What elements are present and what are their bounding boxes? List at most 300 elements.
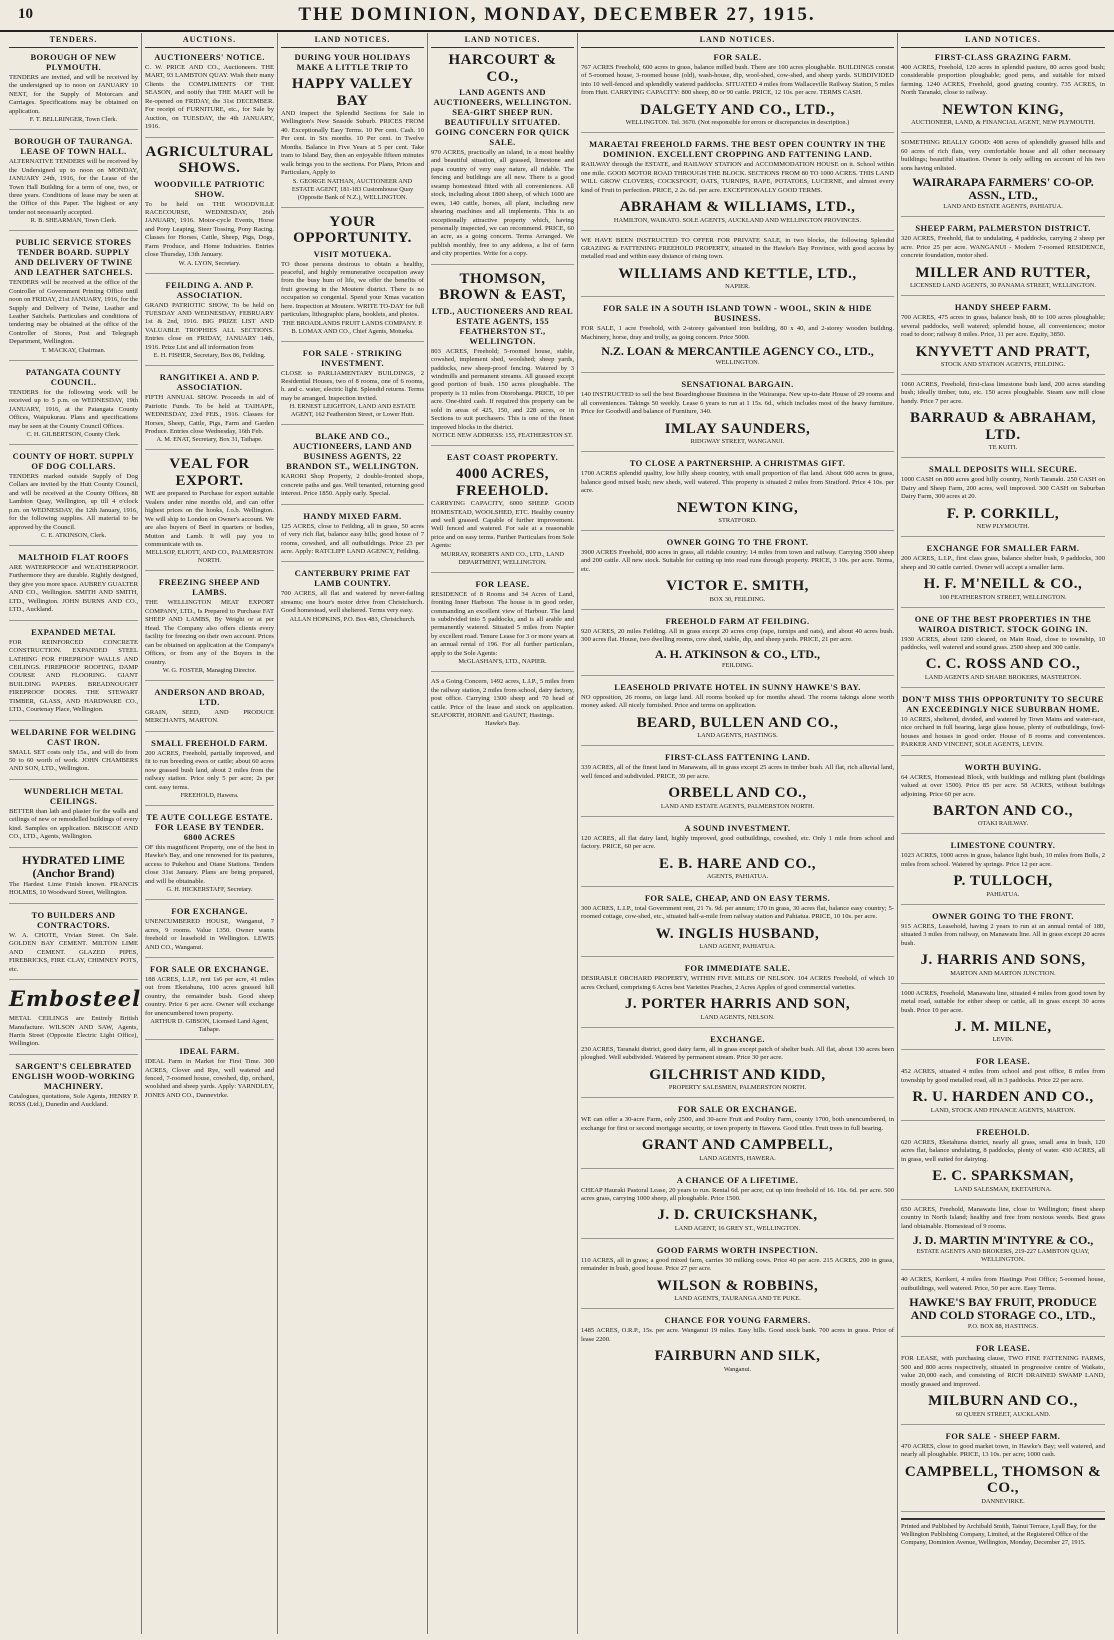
- advertisement: [9, 854, 138, 904]
- ad-headline: SMALL FREEHOLD FARM.: [151, 737, 268, 748]
- ad-signature: PROPERTY SALESMEN, PALMERSTON NORTH.: [668, 1084, 807, 1092]
- masthead: [0, 0, 1114, 32]
- ad-body-text: CHEAP Hauraki Pastoral Lease, 20 years to run. Rental 6d. per acre; cut up into freehold of 16. 16s. 6d. per acre. 500 acres grass, carrying 1000 sheep, all ploughable. Price 1500.: [581, 1186, 894, 1202]
- ad-headline: LEASEHOLD PRIVATE HOTEL IN SUNNY HAWKE'S BAY.: [614, 681, 861, 692]
- ad-signature: E. H. FISHER, Secretary, Box 86, Feilding.: [153, 352, 266, 360]
- ad-agent-name: NEWTON KING,: [942, 101, 1064, 118]
- ad-body-text: 470 ACRES, close to good market town, in Hawke's Bay; well watered, and nearly all ploughable. PRICE, 13 10s. per acre; 1000 cash.: [901, 1442, 1105, 1459]
- advertisement: [581, 1104, 894, 1168]
- ad-agent-name: P. TULLOCH,: [953, 873, 1053, 890]
- ad-signature: THE BROADLANDS FRUIT LANDS COMPANY. P. B. LOMAX AND CO., Chief Agents, Motueka.: [282, 319, 423, 335]
- ad-headline: CHANCE FOR YOUNG FARMERS.: [664, 1315, 811, 1326]
- ad-signature: LAND AGENTS, TAURANGA AND TE PUKE.: [674, 1295, 801, 1303]
- column-grid: [6, 33, 1108, 1634]
- advertisement: [9, 627, 138, 721]
- advertisement: [145, 577, 274, 681]
- advertisement: [145, 372, 274, 450]
- ad-body-text: 1023 ACRES, 1000 acres in grass, balance light bush, 10 miles from Bulls, 2 miles from school. Watered by springs. Price 12 per acre.: [901, 852, 1105, 868]
- advertisement: [901, 1276, 1105, 1337]
- advertisement: [901, 543, 1105, 607]
- ad-body-text: 125 ACRES, close to Feilding, all in grass, 50 acres of very rich flat, balance easy hills; good house of 7 rooms, cowshed, and all outbuildings. Price 23 per acre. Apply: RATCLIFF LAND AGENCY, Feilding.: [281, 522, 424, 555]
- column-1: [6, 33, 142, 1634]
- ad-headline: BOROUGH OF NEW PLYMOUTH.: [30, 52, 117, 72]
- ad-headline: FIRST-CLASS FATTENING LAND.: [664, 752, 811, 763]
- ad-display-heading: HAPPY VALLEY BAY: [291, 76, 414, 109]
- ad-agent-name: KNYVETT AND PRATT,: [915, 343, 1091, 360]
- ad-headline: GOOD FARMS WORTH INSPECTION.: [656, 1244, 819, 1255]
- ad-display-heading: Embosteel: [9, 986, 142, 1012]
- ad-agent-name: NEWTON KING,: [676, 499, 799, 516]
- advertisement: [901, 1518, 1105, 1553]
- ad-headline: FOR IMMEDIATE SALE.: [684, 963, 791, 974]
- ad-agent-name: ABRAHAM & WILLIAMS, LTD.,: [619, 199, 856, 215]
- ad-body-text: 700 ACRES, all flat and watered by never-failing streams; one hour's motor drive from Christchurch. Good homestead, well sheltered. Terms very easy.: [281, 590, 424, 615]
- advertisement: [281, 431, 424, 504]
- ad-headline: FEILDING A. AND P. ASSOCIATION.: [165, 279, 254, 300]
- ad-headline: A SOUND INVESTMENT.: [684, 822, 791, 833]
- advertisement: [281, 511, 424, 563]
- ad-signature: W. A. LYON, Secretary.: [178, 259, 241, 267]
- ad-body-text: 452 ACRES, situated 4 miles from school and post office, 8 miles from township by good metalled road, all in 3 paddocks. Price 22 per acre.: [901, 1068, 1105, 1084]
- column-5: [578, 33, 898, 1634]
- ad-headline: FREEHOLD.: [976, 1126, 1030, 1137]
- ad-signature: LEVIN.: [992, 1036, 1014, 1044]
- advertisement: [581, 458, 894, 531]
- ad-headline: FOR LEASE.: [975, 1056, 1031, 1067]
- ad-body-text: 1000 ACRES, Freehold, Manawatu line, situated 4 miles from good town by metal road, suitable for either sheep or cattle, all in grass except 30 acres bush. Price 10 per acre.: [901, 989, 1105, 1014]
- advertisement: [431, 452, 574, 573]
- ad-display-heading: AGRICULTURAL SHOWS.: [145, 143, 274, 176]
- ad-headline: FOR SALE IN A SOUTH ISLAND TOWN - WOOL, SKIN & HIDE BUSINESS.: [603, 303, 872, 324]
- advertisement: [431, 52, 574, 265]
- ad-agent-name: WILSON & ROBBINS,: [656, 1277, 819, 1294]
- column-header: AUCTIONS.: [145, 33, 274, 48]
- ad-signature: P.O. BOX 88, HASTINGS.: [967, 1323, 1039, 1331]
- ad-agent-name: WILLIAMS AND KETTLE, LTD.,: [618, 265, 857, 282]
- advertisement: [901, 614, 1105, 688]
- ad-body-text: AND inspect the Splendid Sections for Sale in Wellington's New Seaside Suburb. PRICES FROM 40. Exceptionally Easy Terms. 10 Per cent. Cash. 10 Per cent. in Six months. 10 Per cent. in Twelve Months. Balance in Five Years at 5 per cent. Take tram to Island Bay, then an enjoyable fifteen minutes walk brings you to the sections. For Plans, Prices and Particulars, Apply to: [281, 110, 424, 177]
- ad-signature: FREEHOLD, Hawera.: [180, 792, 239, 799]
- ad-signature: LAND SALESMAN, EKETAHUNA.: [954, 1185, 1052, 1193]
- advertisement: [581, 139, 894, 230]
- ad-headline: LIMESTONE COUNTRY.: [950, 840, 1056, 851]
- column-header: LAND NOTICES.: [581, 33, 894, 48]
- ad-body-text: ARE WATERPROOF and WEATHERPROOF. Furthermore they are durable. Rightly designed, they give you more space. AUBREY GUALTER AND CO., Wellington. SMITH AND SMITH, LTD., Wellington. JOHN BURNS AND CO., LTD., Auckland.: [9, 564, 138, 614]
- ad-body-text: 915 ACRES, Leasehold, having 2 years to run at an annual rental of 180, situated 3 miles from railway, on Manawatu line. All in grass except 20 acres bush.: [901, 922, 1105, 947]
- ad-signature: 60 QUEEN STREET, AUCKLAND.: [955, 1410, 1051, 1418]
- advertisement: [901, 1056, 1105, 1120]
- ad-headline: EXPANDED METAL: [31, 626, 116, 637]
- ad-signature: TE KUITI.: [988, 444, 1018, 452]
- ad-headline: TO CLOSE A PARTNERSHIP. A CHRISTMAS GIFT.: [629, 458, 846, 469]
- ad-headline: FIRST-CLASS GRAZING FARM.: [934, 52, 1072, 62]
- ad-signature: RIDGWAY STREET, WANGANUI.: [690, 438, 785, 446]
- ad-body-text: WE can offer a 30-acre Farm, only 2500, and 30-acre Fruit and Poultry Farm, county 1700, both unencumbered, in exchange for first or second mortgage security, or town property in Hawera. Good titles. Fruit trees in full bearing.: [581, 1116, 894, 1132]
- ad-agent-name: GRANT AND CAMPBELL,: [641, 1137, 834, 1153]
- ad-headline: WOODVILLE PATRIOTIC SHOW.: [154, 178, 265, 199]
- ad-body-text: 3900 ACRES Freehold, 800 acres in grass, all ridable country; 14 miles from town and railway. Carrying 3500 sheep and 200 cattle. All new stock. Suitable for cutting up into road runs through property. PRICE, 3 10s. per acre. Terms, etc.: [581, 549, 894, 573]
- ad-headline: SARGENT'S CELEBRATED ENGLISH WOOD-WORKING MACHINERY.: [11, 1060, 136, 1091]
- advertisement: [581, 616, 894, 676]
- column-4: [428, 33, 578, 1634]
- advertisement: [581, 52, 894, 133]
- ad-signature: WELLINGTON. Tel. 3670. (Not responsible for errors or discrepancies in description.): [625, 119, 850, 127]
- ad-body-text: C. W. PRICE AND CO., Auctioneers. THE MART, 93 LAMBTON QUAY. Wish their many Clients the COMPLIMENTS OF THE SEASON, and notify that THE MART will be Re-opened on FRIDAY, the 31st DECEMBER. For receipt of FURNITURE, etc., for Sale by Auction, on TUESDAY, the 4th JANUARY, 1916.: [145, 64, 274, 131]
- ad-headline: FOR SALE OR EXCHANGE.: [678, 1104, 797, 1115]
- ad-body-text: The Hardest Lime Finish known. FRANCIS HOLMES, 10 Woodward Street, Wellington.: [9, 881, 138, 897]
- advertisement: [581, 237, 894, 298]
- ad-signature: LAND AGENTS, HAWERA.: [699, 1154, 776, 1162]
- advertisement: [9, 136, 138, 231]
- ad-agent-name: WAIRARAPA FARMERS' CO-OP. ASSN., LTD.,: [912, 175, 1094, 203]
- ad-signature: ALLAN HOPKINS, P.O. Box 483, Christchurch.: [289, 615, 416, 623]
- ad-agent-name: ORBELL AND CO.,: [668, 785, 807, 802]
- advertisement: [145, 812, 274, 900]
- ad-body-text: 1700 ACRES splendid quality, low hilly sheep country, with small proportion of flat land. About 600 acres in grass, balance good mixed bush; new sheds, well watered. This property is situated 2 miles from Stratford. Price 4 10s. per acre.: [581, 470, 894, 495]
- advertisement: [901, 911, 1105, 984]
- advertisement: [431, 271, 574, 446]
- ad-headline: ONE OF THE BEST PROPERTIES IN THE WAIROA DISTRICT. STOCK GOING IN.: [914, 613, 1092, 634]
- ad-headline: FOR SALE - STRIKING INVESTMENT.: [302, 347, 403, 368]
- advertisement: [901, 464, 1105, 537]
- page-number: 10: [18, 6, 33, 22]
- advertisement: [9, 552, 138, 621]
- advertisement: [145, 906, 274, 958]
- ad-body-text: AS a Going Concern, 1492 acres, L.I.P., 5 miles from the railway station, 2 miles from school, dairy factory, post office. Carrying 1300 sheep and 70 head of cattle. Price of the lease and stock on application. SEAFORTH, HORNE and GAUNT, Hastings.: [431, 678, 574, 719]
- ad-body-text: 188 ACRES, L.I.P., rent 1s6 per acre, 41 miles out from Eketahuna, 100 acres grassed hill country, the remainder bush. Good sheep country. Price 6 per acre. Owner will exchange for unencumbered town property.: [145, 975, 274, 1017]
- ad-headline: SENSATIONAL BARGAIN.: [681, 379, 794, 390]
- ad-signature: NOTICE NEW ADDRESS: 155, FEATHERSTON ST.: [432, 432, 573, 440]
- advertisement: [581, 682, 894, 746]
- ad-body-text: FIFTH ANNUAL SHOW. Proceeds in aid of Patriotic Funds. To be held at TAIHAPE, WEDNESDAY, 23rd FEB., 1916. Classes for Horses, Sheep, Cattle, Pigs, Farm and Garden Produce. Entries close Wednesday, 16th Feb.: [145, 394, 274, 435]
- ad-agent-name: F. P. CORKILL,: [946, 505, 1060, 522]
- ad-display-heading: HYDRATED LIME (Anchor Brand): [22, 852, 125, 880]
- ad-signature: OTAKI RAILWAY.: [977, 820, 1029, 828]
- ad-signature: NEW PLYMOUTH.: [976, 523, 1030, 531]
- ad-signature: LAND AND ESTATE AGENTS, PAHIATUA.: [943, 203, 1063, 211]
- advertisement: [901, 223, 1105, 296]
- ad-body-text: RAILWAY through the ESTATE, and RAILWAY STATION and ACCOMMODATION HOUSE on it. School within one mile. GOOD MOTOR ROAD THROUGH THE BLOCK. SECTIONS FROM 80 TO 1000 ACRES. THIS LAND WILL GROW CLOVERS, COCKSFOOT, OATS, TURNIPS, RAPE, POTATOES, LUCERNE, and almost every kind of Fruit to perfection. PRICE, 2 2s. 6d. per acre. EXCEPTIONALLY GOOD TERMS.: [581, 161, 894, 194]
- ad-agent-name: HAWKE'S BAY FRUIT, PRODUCE AND COLD STORAGE CO., LTD.,: [909, 1295, 1097, 1323]
- advertisement: [901, 990, 1105, 1051]
- ad-signature: C. H. GILBERTSON, County Clerk.: [26, 430, 121, 438]
- ad-body-text: CLOSE to PARLIAMENTARY BUILDINGS, 2 Residential Houses, two of 8 rooms, one of 6 rooms, h. and c. water, electric light. Splendid returns. Terms may be arranged. Inspection invited.: [281, 369, 424, 402]
- ad-body-text: 110 ACRES, all in grass; a good mixed farm, carries 30 milking cows. Price 40 per acre. 215 ACRES, 200 in grass, remainder in bush, good house. Price 27 per acre.: [581, 1256, 894, 1273]
- advertisement: [145, 687, 274, 732]
- advertisement: [281, 568, 424, 628]
- ad-agent-name: GILCHRIST AND KIDD,: [649, 1066, 826, 1083]
- advertisement: [9, 727, 138, 780]
- ad-body-text: 200 ACRES, Freehold, partially improved, and fit to run breeding ewes or cattle; about 60 acres now grassed bush land, about 2 miles from the railway station. Price only 5 per acre; 2s per cent. easy terms.: [145, 749, 274, 791]
- ad-body-text: 400 ACRES, Freehold, 120 acres in splendid pasture, 80 acres good bush; considerable proportion ploughable; good pens, and suitable for mixed farming. 1240 ACRES, Freehold, good grazing country. 735 ACRES, in North Taranaki, close to railway.: [901, 64, 1105, 97]
- column-header: TENDERS.: [9, 33, 138, 48]
- ad-display-heading: 4000 ACRES, FREEHOLD.: [455, 466, 550, 499]
- advertisement: [581, 823, 894, 887]
- ad-signature: AUCTIONEER, LAND, & FINANCIAL AGENT, NEW PLYMOUTH.: [911, 119, 1095, 127]
- advertisement: [145, 964, 274, 1040]
- ad-headline: OWNER GOING TO THE FRONT.: [932, 910, 1074, 921]
- advertisement: [581, 1175, 894, 1239]
- ad-headline: IDEAL FARM.: [179, 1046, 240, 1057]
- advertisement: [901, 1343, 1105, 1424]
- ad-signature: Hawke's Bay.: [485, 720, 520, 728]
- ad-body-text: NO opposition, 26 rooms, on large land. All rooms booked up for months ahead. The rooms takings alone worth money asked. All nicely furnished. Price and terms on application.: [581, 693, 894, 710]
- column-3: [278, 33, 428, 1634]
- ad-signature: LAND AGENTS, HASTINGS.: [697, 732, 778, 740]
- ad-display-heading: YOUR OPPORTUNITY.: [293, 213, 412, 246]
- ad-signature: WELLINGTON.: [715, 359, 760, 367]
- ad-body-text: 300 ACRES, L.I.P., total Government rent, 21 7s. 9d. per annum; 170 in grass, 30 acres flat, balance easy country; 5-roomed cottage, cow-shed, etc., situated half-a-mile from railway station and Pahiatua. PRICE, 10 10s. per acre.: [581, 905, 894, 921]
- ad-agent-name: C. C. ROSS AND CO.,: [925, 656, 1081, 673]
- ad-headline: ANDERSON AND BROAD, LTD.: [154, 686, 265, 707]
- ad-signature: 100 FEATHERSTON STREET, WELLINGTON.: [939, 593, 1067, 601]
- ad-headline: FOR EXCHANGE.: [171, 906, 248, 917]
- advertisement: [901, 302, 1105, 375]
- ad-body-text: 1485 ACRES, O.R.P., 15s. per acre. Wanganui 19 miles. Easy hills. Good stock bank. 700 acres in grass. Price of lease 2200.: [581, 1327, 894, 1343]
- ad-body-text: WE HAVE BEEN INSTRUCTED TO OFFER FOR PRIVATE SALE, in two blocks, the following Splendid GRAZING & FATTENING FREEHOLD PROPERTY, situated in the Hawke's Bay Province, with good access by metalled road and within easy distance of rising town.: [581, 236, 894, 261]
- imprint-line: Printed and Published by Archibald Smith, Tainui Terrace, Lyall Bay, for the Wellington Publishing Company, Limited, at the Registered Office of the Company, Dominion Avenue, Wellington, Monday, December 27, 1915.: [901, 1518, 1105, 1548]
- ad-headline: MALTHOID FLAT ROOFS: [18, 552, 129, 562]
- advertisement: [901, 52, 1105, 133]
- ad-signature: G. H. HICKERSTAFF, Secretary.: [166, 886, 253, 894]
- ad-headline: SHEEP FARM, PALMERSTON DISTRICT.: [915, 223, 1091, 234]
- ad-agent-name: E. C. SPARKSMAN,: [932, 1168, 1074, 1185]
- advertisement: [9, 786, 138, 848]
- column-6: [898, 33, 1108, 1634]
- ad-agent-name: BARRAUD & ABRAHAM, LTD.: [909, 410, 1097, 443]
- ad-body-text: TENDERS for the following work will be received up to 5 p.m. on WEDNESDAY, 19th JANUARY, 1916, at the Patangata County Offices, Waipukurau. Plans and specifications may be seen at the County Council Offices.: [9, 388, 138, 430]
- ad-body-text: TO those persons desirous to obtain a healthy, peaceful, and highly remunerative occupation away from the busy hum of life, we offer the benefits of fruit growing in the Moutere district. There is no occupation so congenial. Spend your Xmas vacation here. Inspection at Moutere. WRITE TO-DAY for full particulars, lithographic plans, booklets, and photos.: [281, 260, 424, 319]
- ad-headline: PATANGATA COUNTY COUNCIL.: [25, 366, 122, 387]
- ad-body-text: TENDERS marked outside Supply of Dog Collars are invited by the Hutt County Council, and will be received at the County Offices, 88 Lambton Quay, Wellington, up till 4 o'clock p.m. on WEDNESDAY, the 12th January, 1916, for the following supplies. All material to be approved by the Council.: [9, 472, 138, 531]
- advertisement: [581, 963, 894, 1027]
- ad-headline: EXCHANGE FOR SMALLER FARM.: [926, 543, 1080, 554]
- ad-headline: SMALL DEPOSITS WILL SECURE.: [928, 464, 1078, 475]
- ad-agent-name: N.Z. LOAN & MERCANTILE AGENCY CO., LTD.,: [601, 344, 874, 359]
- ad-signature: LAND AGENT, PAHIATUA.: [699, 943, 776, 951]
- ad-signature: STOCK AND STATION AGENTS, FEILDING.: [940, 361, 1066, 368]
- ad-headline: HANDY MIXED FARM.: [303, 510, 402, 521]
- ad-agent-name: VICTOR E. SMITH,: [666, 578, 809, 595]
- ad-signature: STRATFORD.: [718, 517, 757, 524]
- ad-headline: TO BUILDERS AND CONTRACTORS.: [31, 909, 116, 930]
- ad-signature: HAMILTON, WAIKATO. SOLE AGENTS, AUCKLAND AND WELLINGTON PROVINCES.: [613, 216, 862, 224]
- ad-agent-name: FAIRBURN AND SILK,: [654, 1348, 821, 1365]
- ad-agent-name: MILLER AND RUTTER,: [915, 264, 1091, 281]
- advertisement: [901, 1127, 1105, 1200]
- advertisement: [9, 52, 138, 130]
- ad-body-text: 970 ACRES, practically an island, in a most healthy and beautiful situation, all grassed, limestone and papa country of very easy nature, all ridable. The fencing and buildings are all new. There is a good swamp homestead fitted with all conveniences. All stock, including about 1800 sheep, of which 1600 are ewes, 140 cattle, horses, all plant, including new shearing machines and all implements. This is an exceptionally attractive property which, having personally inspected, we can recommend. PRICE, 60 an acre, as a going concern. Terms Arranged. We publish monthly, free to any address, a list of farm and city properties. Write for a copy.: [431, 149, 574, 258]
- ad-body-text: IDEAL Farm in Market for First Time. 300 ACRES, Clover and Rye, well watered and fenced, 7-roomed house, cowshed, dip, orchard, woolshed and sheep yards. Apply: YARNDLEY, JONES AND CO., Dannevirke.: [145, 1058, 274, 1099]
- ad-headline: FOR SALE.: [713, 52, 762, 62]
- column-2: [142, 33, 278, 1634]
- ad-signature: MARTON AND MARTON JUNCTION.: [950, 969, 1056, 977]
- ad-body-text: TENDERS are invited, and will be received by the undersigned up to noon on JANUARY 10 NEXT, for the Supply of Motorcars and Carriages. Specifications may be obtained on application.: [9, 74, 138, 115]
- ad-signature: C. E. ATKINSON, Clerk.: [40, 532, 107, 539]
- ad-body-text: METAL CEILINGS are Entirely British Manufacture. WILSON AND SAW, Agents, Harris Street (Opposite Electric Light Office), Wellington.: [9, 1015, 138, 1048]
- advertisement: [901, 762, 1105, 835]
- advertisement: [581, 893, 894, 957]
- ad-headline: PUBLIC SERVICE STORES TENDER BOARD. SUPPLY AND DELIVERY OF TWINE AND LEATHER SATCHELS.: [14, 237, 133, 278]
- ad-body-text: WE are prepared to Purchase for export suitable Vealers under nine months old, and can offer highest prices on the hooks, f.o.b. Wellington. We will ship to London on Owner's account. We are also buyers of Beef in quarters or bodies, Mutton and Lamb. It will pay you to communicate with us.: [145, 490, 274, 548]
- ad-body-text: FOR LEASE, with purchasing clause, TWO FINE FATTENING FARMS, 500 and 800 acres respectively, situated in progressive centre of Waikato, value 20,000 each, and consisting of RICH DRAINED SWAMP LAND, mostly grassed and improved.: [901, 1355, 1105, 1388]
- ad-agent-name: IMLAY SAUNDERS,: [664, 420, 811, 437]
- ad-body-text: 803 ACRES, Freehold; 5-roomed house, stable, cowshed, implement shed, woolshed; sheep yards, paddocks, new sheep-proof fencing. Watered by 3 windmills and permanent streams. All grassed except good portion of bush. 150 acres ploughable. The property is 11 miles from Otorohanga. PRICE, 10 per acre. One-third cash. If required this property can be sold in areas of 425, 150, and 228 acres, or in Sections to suit purchasers. This is one of the finest improved blocks in the district.: [431, 347, 574, 431]
- ad-body-text: To be held on THE WOODVILLE RACECOURSE, WEDNESDAY, 26th JANUARY, 1916. Motor-cycle Events, Horse and Pony Leaping, Steer Tossing, Pony Racing. Classes for Horses, Cattle, Sheep, Pigs, Dogs, Farm Produce, and Home Industries. Entries close Thursday, 13th January.: [145, 200, 274, 259]
- advertisement: [431, 678, 574, 733]
- advertisement: [145, 52, 274, 138]
- ad-signature: FEILDING.: [721, 661, 754, 669]
- advertisement: [581, 752, 894, 816]
- ad-agent-name: E. B. HARE AND CO.,: [658, 855, 817, 872]
- ad-body-text: 320 ACRES, Freehold, flat to undulating, 4 paddocks, carrying 2 sheep per acre. Price 25 per acre. WANGANUI - Modern 7-roomed RESIDENCE, concrete foundation, motor shed.: [901, 235, 1105, 260]
- ad-body-text: FOR REINFORCED CONCRETE CONSTRUCTION. EXPANDED STEEL LATHING FOR FIREPROOF WALLS AND CEILINGS. FIREPROOF ROOFING, DAMP COURSE AND FLOORING. GIANT BUILDING PAPERS. BREADNOUGHT FIREPROOF DOORS. THE STEWART TIMBER, GLASS, AND HARDWARE CO., LTD., Courtenay Place, Wellington.: [9, 638, 138, 714]
- advertisement: [901, 1206, 1105, 1271]
- ad-body-text: 140 INSTRUCTED to sell the best Boardinghouse Business in the Wairarapa. New up-to-date House of 29 rooms and all conveniences. Takings 50 weekly. Lease 6 years to run at 1 15s. 6d., which includes most of the heavy furniture. Price for Goodwill and balance of Furniture, 340.: [581, 391, 894, 416]
- ad-agent-name: J. PORTER HARRIS AND SON,: [624, 996, 851, 1013]
- advertisement: [281, 52, 424, 208]
- advertisement: [145, 456, 274, 571]
- advertisement: [145, 144, 274, 274]
- ad-agent-name: BARTON AND CO.,: [932, 802, 1074, 819]
- ad-body-text: 1060 ACRES, Freehold, first-class limestone bush land, 200 acres standing bush; ideally timber, tutu, etc. 150 acres ploughable. Steam saw mill close handy. Price 7 per acre.: [901, 381, 1105, 405]
- ad-headline: AUCTIONEERS' NOTICE.: [154, 52, 265, 62]
- advertisement: [901, 840, 1105, 904]
- ad-body-text: UNENCUMBERED HOUSE, Wanganui, 7 acres, 9 rooms. Value 1350. Owner wants freehold or leasehold in Wellington. LEWIS AND CO., Wanganui.: [145, 918, 274, 951]
- ad-signature: F. T. BELLRINGER, Town Clerk.: [29, 116, 118, 124]
- ad-headline: VISIT MOTUEKA.: [313, 248, 392, 259]
- advertisement: [281, 348, 424, 426]
- ad-headline: TE AUTE COLLEGE ESTATE. FOR LEASE BY TENDER. 6800 ACRES: [146, 812, 273, 842]
- ad-agent-name: R. U. HARDEN AND CO.,: [912, 1089, 1094, 1106]
- ad-body-text: TENDERS will be received at the office of the Controller of Government Printing Office until noon on FRIDAY, 21st JANUARY, 1916, for the Supply and Delivery of Twine, Leather and Leather Satchels. Particulars and conditions of tendering may be obtained at the office of the Controller of Stores, Post and Telegraph Department, Wellington.: [9, 279, 138, 346]
- ad-agent-name: A. H. ATKINSON & CO., LTD.,: [654, 646, 821, 661]
- ad-body-text: GRAND PATRIOTIC SHOW, To be held on TUESDAY AND WEDNESDAY, FEBRUARY 1st & 2nd, 1916. BIG PRIZE LIST AND VALUABLE TROPHIES ALL SECTIONS. Entries close on FRIDAY, JANUARY 14th, 1916. Prize List and all information from: [145, 301, 274, 351]
- advertisement: [581, 537, 894, 610]
- ad-signature: AGENTS, PAHIATUA.: [706, 873, 769, 880]
- advertisement: [9, 367, 138, 445]
- ad-headline: DURING YOUR HOLIDAYS MAKE A LITTLE TRIP TO: [294, 52, 411, 72]
- ad-headline: OWNER GOING TO THE FRONT.: [666, 537, 809, 547]
- ad-body-text: KARORI Shop Property, 2 double-fronted shops, concrete paths and gas. Well tenanted, returning good interest. Price 1850. Apply early. Special.: [281, 473, 424, 498]
- ad-headline: A CHANCE OF A LIFETIME.: [676, 1174, 799, 1185]
- ad-headline: WELDARINE FOR WELDING CAST IRON.: [10, 726, 137, 747]
- ad-body-text: 920 ACRES, 20 miles Feilding. All in grass except 20 acres crop (rape, turnips and oats), and about 40 acres bush. 300 acres flat. House, two dwelling rooms, cow shed, stable, dip, and sheep yards. PRICE, 21 per acre.: [581, 627, 894, 644]
- ad-signature: BOX 30, FEILDING.: [709, 595, 766, 603]
- ad-body-text: 1930 ACRES, about 1200 cleared, on Main Road, close to township, 10 paddocks, well watered and sound grass. 2500 sheep and 300 cattle.: [901, 635, 1105, 651]
- ad-signature: MELLSOP, ELIOTT, AND CO., PALMERSTON NORTH.: [145, 549, 274, 565]
- ad-headline: DON'T MISS THIS OPPORTUNITY TO SECURE AN EXCEEDINGLY NICE SUBURBAN HOME.: [902, 693, 1104, 714]
- ad-headline: FREEHOLD FARM AT FEILDING.: [665, 615, 810, 626]
- advertisement: [145, 738, 274, 806]
- ad-body-text: SMALL SET costs only 15s., and will do from 50 to 60 worth of work. JOHN CHAMBERS AND SON, LTD., Wellington.: [9, 748, 138, 773]
- ad-signature: S. GEORGE NATHAN, AUCTIONEER AND ESTATE AGENT, 181-183 Customhouse Quay (Opposite Bank of N.Z.), WELLINGTON.: [291, 177, 414, 201]
- advertisement: [9, 237, 138, 361]
- ad-headline: HANDY SHEEP FARM.: [954, 302, 1052, 313]
- ad-agent-name: CAMPBELL, THOMSON & CO.,: [904, 1463, 1102, 1496]
- ad-body-text: GRAIN, SEED, AND PRODUCE MERCHANTS, MARTON.: [145, 708, 274, 725]
- ad-signature: R. B. SHEARMAN, Town Clerk.: [30, 217, 117, 225]
- ad-body-text: W. A. CHOTE, Vivian Street. On Sale. GOLDEN BAY CEMENT. MILTON LIME AND CEMENT. GLAZED PIPES, FIREBRICKS, FIRE CLAY, CHIMNEY POTS, etc.: [9, 931, 138, 973]
- ad-signature: PAHIATUA.: [986, 890, 1020, 898]
- ad-body-text: SOMETHING REALLY GOOD: 408 acres of splendidly grassed hills and 60 acres of rich flats, very comfortable house and all other necessary buildings; beautiful situation. Owner is only selling on account of his two sons having enlisted.: [901, 139, 1105, 172]
- advertisement: [581, 1245, 894, 1309]
- ad-body-text: 200 ACRES, L.I.P., first class grass, balance shelter bush, 9 paddocks, 300 sheep and 30 cattle carried. Owner will accept a smaller farm.: [901, 555, 1105, 571]
- ad-display-heading: VEAL FOR EXPORT.: [169, 456, 250, 489]
- ad-display-heading: THOMSON, BROWN & EAST,: [439, 270, 566, 304]
- ad-signature: ARTHUR D. GIBSON, Licensed Land Agent, Taihape.: [150, 1018, 269, 1034]
- ad-agent-name: W. INGLIS HUSBAND,: [655, 925, 820, 942]
- ad-signature: LAND AGENTS AND SHARE BROKERS, MASTERTON.: [924, 673, 1082, 681]
- column-header: LAND NOTICES.: [281, 33, 424, 48]
- ad-headline: FOR SALE, CHEAP, AND ON EASY TERMS.: [644, 893, 831, 903]
- ad-headline: WUNDERLICH METAL CEILINGS.: [23, 785, 124, 806]
- advertisement: [9, 986, 142, 1055]
- ad-body-text: OF this magnificent Property, one of the best in Hawke's Bay, and one renowned for its pastures, access to Pukehou and Otane Stations. Tenders close 31st January. Plans are being prepared, and will be obtainable.: [145, 844, 274, 885]
- advertisement: [9, 451, 138, 546]
- ad-signature: LAND, STOCK AND FINANCE AGENTS, MARTON.: [930, 1106, 1076, 1114]
- newspaper-title: THE DOMINION, MONDAY, DECEMBER 27, 1915.: [298, 4, 816, 25]
- ad-signature: Wanganui.: [723, 1365, 752, 1373]
- ad-body-text: CARRYING CAPACITY, 6000 SHEEP. GOOD HOMESTEAD, WOOLSHED, ETC. Healthy country and well grassed. Capable of further improvement. Well fenced and watered. For sale at a reasonable price and on easy terms. Further Particulars from Sole Agents:: [431, 500, 574, 550]
- ad-headline: LAND AGENTS AND AUCTIONEERS, WELLINGTON. SEA-GIRT SHEEP RUN. BEAUTIFULLY SITUATED. GOING CONCERN FOR QUICK SALE.: [433, 87, 572, 147]
- ad-signature: H. ERNEST LEIGHTON, LAND AND ESTATE AGENT, 162 Featherston Street, or Lower Hutt.: [289, 403, 416, 419]
- advertisement: [9, 910, 138, 980]
- advertisement: [581, 303, 894, 373]
- advertisement: [901, 1431, 1105, 1512]
- advertisement: [581, 1315, 894, 1378]
- ad-headline: RANGITIKEI A. AND P. ASSOCIATION.: [159, 372, 260, 393]
- ad-agent-name: H. F. M'NEILL & CO.,: [923, 576, 1083, 592]
- advertisement: [901, 694, 1105, 756]
- advertisement: [9, 1061, 138, 1115]
- ad-agent-name: J. D. CRUICKSHANK,: [657, 1207, 818, 1224]
- ad-agent-name: J. D. MARTIN M'INTYRE & CO.,: [912, 1232, 1094, 1247]
- ad-agent-name: J. M. MILNE,: [954, 1018, 1052, 1035]
- ad-body-text: 10 ACRES, sheltered, divided, and watered by Town Mains and water-race, nice orchard in full bearing, large glass house, plenty of outbuildings, fowl-houses and houses in good order. House of 8 rooms and conveniences. PARKER AND VINCENT, SOLE AGENTS, LEVIN.: [901, 715, 1105, 749]
- ad-body-text: 1000 CASH on 800 acres good hilly country, North Taranaki. 250 CASH on Dairy and Sheep Farm, 200 acres, well improved. 300 CASH on Suburban Dairy Farm, 300 acres at 20.: [901, 476, 1105, 501]
- ad-headline: CANTERBURY PRIME FAT LAMB COUNTRY.: [294, 568, 411, 589]
- ad-agent-name: BEARD, BULLEN AND CO.,: [636, 714, 839, 731]
- ad-body-text: DESIRABLE ORCHARD PROPERTY, WITHIN FIVE MILES OF NELSON. 104 ACRES Freehold, of which 10 acres Orchard, comprising 6 Acres best Varieties Peaches, 2 Acres Apples of good commercial varieties.: [581, 975, 894, 991]
- advertisement: [431, 579, 574, 673]
- ad-signature: T. MACKAY, Chairman.: [41, 346, 106, 354]
- ad-headline: FOR SALE - SHEEP FARM.: [945, 1430, 1061, 1441]
- ad-body-text: 40 ACRES, Kerikeri, 4 miles from Hastings Post Office; 5-roomed house, outbuildings, well watered. Price, 50 per acre. Easy Terms.: [901, 1276, 1105, 1292]
- ad-signature: LAND AND ESTATE AGENTS, PALMERSTON NORTH.: [660, 802, 815, 810]
- advertisement: [281, 214, 424, 342]
- ad-signature: NAPIER.: [725, 283, 750, 291]
- ad-body-text: FOR SALE, 1 acre Freehold, with 2-storey galvanised iron building, 80 x 40, and 2-storey wooden building. Machinery, horse, dray and trolly, as going concern. Price 5000.: [581, 325, 894, 341]
- ad-agent-name: J. HARRIS AND SONS,: [920, 952, 1086, 969]
- ad-signature: MURRAY, ROBERTS AND CO., LTD., LAND DEPARTMENT, WELLINGTON.: [441, 550, 564, 566]
- advertisement: [145, 280, 274, 367]
- ad-headline: FOR LEASE.: [475, 578, 530, 589]
- ad-body-text: 120 ACRES, all flat dairy land, highly improved, good outbuildings, cowshed, etc. Only 1 mile from school and factory. PRICE, 60 per acre.: [581, 834, 894, 851]
- ad-headline: FOR LEASE.: [975, 1343, 1031, 1354]
- ad-body-text: 700 ACRES, 475 acres in grass, balance bush, 80 to 100 acres ploughable; several paddocks, well watered; splendid house, all conveniences; motor road to door; railway 8 miles. Price, 11 per acre. Equity, 3850.: [901, 314, 1105, 339]
- ad-signature: A. M. ENAT, Secretary, Box 31, Taihape.: [156, 436, 263, 444]
- column-header: LAND NOTICES.: [901, 33, 1105, 48]
- ad-signature: W. G. FOSTER, Managing Director.: [162, 666, 257, 674]
- ad-body-text: 620 ACRES, Eketahuna district, nearly all grass, small area in bush, 120 acres flat, balance undulating, 8 paddocks, plenty of water. 430 ACRES, all in grass, well suited for dairying.: [901, 1138, 1105, 1163]
- advertisement: [901, 381, 1105, 458]
- ad-body-text: ALTERNATIVE TENDERS will be received by the Undersigned up to noon on MONDAY, JANUARY 24th, 1916, for the Lease of the Town Hall Building for a term of one, two, or three years. Conditions of lease may be seen at the Office of this Paper. The highest or any tender not necessarily accepted.: [9, 158, 138, 216]
- ad-headline: EAST COAST PROPERTY.: [446, 452, 559, 463]
- ad-headline: FOR SALE OR EXCHANGE.: [150, 963, 269, 974]
- ad-signature: LAND AGENTS, NELSON.: [700, 1013, 775, 1021]
- ad-signature: LICENSED LAND AGENTS, 30 PANAMA STREET, WELLINGTON.: [910, 282, 1096, 290]
